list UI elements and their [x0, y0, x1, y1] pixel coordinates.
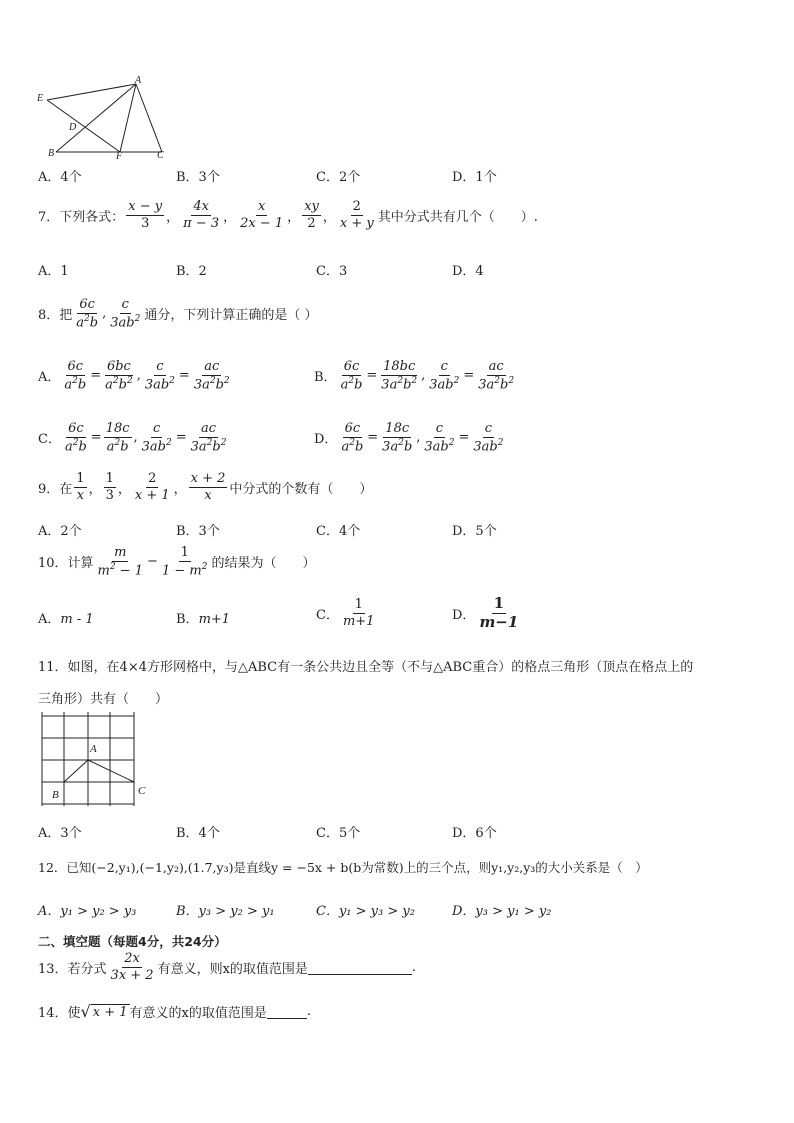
label-D: D: [69, 122, 77, 133]
q7-option-c[interactable]: C．3: [316, 264, 348, 279]
q9-question: 9．在 $\frac{1}{x}$ ， $\frac{1}{3}$ ， $\frac{2}{x + 1}$ ， $\frac{x + 2}{x}$ 中分式的个数有（ ）: [38, 471, 373, 503]
q10-option-d[interactable]: D． $\frac{1}{m-1}$: [452, 594, 519, 631]
q11-option-d[interactable]: D．6个: [452, 826, 497, 841]
q8-question: 8．把 $\frac{6c}{a^2b}$ , $\frac{c}{3ab^2}$ 通分，下列计算正确的是（ ）: [38, 297, 318, 330]
q10-question: 10．计算 $\frac{m}{m^2 - 1}$ − $\frac{1}{1 - m^2}$ 的结果为（ ）: [38, 545, 316, 578]
q11-option-a[interactable]: A．3个: [38, 826, 82, 841]
section-heading: 二、填空题（每题4分，共24分）: [38, 934, 227, 949]
q12-option-d[interactable]: D．y₃ > y₁ > y₂: [452, 904, 552, 919]
q11-grid-figure: [38, 712, 158, 812]
q9-option-c[interactable]: C．4个: [316, 524, 361, 539]
q12-option-b[interactable]: B．y₃ > y₂ > y₁: [176, 904, 275, 919]
q8-prefix: 8．把: [38, 308, 73, 324]
label-E: E: [37, 93, 44, 104]
q7-frac-5: $\frac{2}{x + y}$: [339, 199, 374, 231]
q12-question: 12．已知(−2,y₁),(−1,y₂),(1.7,y₃)是直线y = −5x + b(b为常数)上的三个点，则y₁,y₂,y₃的大小关系是（ ）: [38, 860, 648, 875]
q7-suffix: 其中分式共有几个（ ）.: [377, 209, 538, 225]
q7-frac-4: $\frac{xy}{2}$: [304, 199, 319, 231]
q7-prefix: 7．下列各式：: [38, 209, 125, 225]
q6-triangle-figure: [34, 74, 174, 164]
q9-option-d[interactable]: D．5个: [452, 524, 497, 539]
q7-frac-3: $\frac{x}{2x - 1}$: [240, 199, 284, 231]
q11-line2: 三角形）共有（ ）: [38, 692, 169, 707]
label-A: A: [135, 75, 142, 86]
q10-option-a[interactable]: A．m - 1: [38, 612, 94, 627]
label-B: B: [52, 789, 59, 801]
q8-suffix: 通分，下列计算正确的是（ ）: [144, 308, 318, 324]
q8-option-a[interactable]: A． $\frac{6c}{a^2b}$ = $\frac{6bc}{a^2b^2}$ , $\frac{c}{3ab^2}$ = $\frac{ac}{3a^2b^2}$: [38, 359, 230, 392]
label-C: C: [138, 785, 146, 797]
q11-option-b[interactable]: B．4个: [176, 826, 220, 841]
q6-option-b[interactable]: B．3个: [176, 170, 220, 185]
q13-answer-blank[interactable]: [308, 960, 412, 975]
q14-answer-blank[interactable]: [267, 1004, 307, 1019]
q7-option-b[interactable]: B．2: [176, 264, 207, 279]
q6-option-c[interactable]: C．2个: [316, 170, 361, 185]
q14-question: 14．使 √ x + 1 有意义的x的取值范围是 .: [38, 1002, 311, 1021]
q7-question: 7．下列各式： $\frac{x - y}{3}$ ， $\frac{4x}{\pi - 3}$ ， $\frac{x}{2x - 1}$ ， $\frac{xy}{2}$ ， $\frac{2}{x + y}$ 其中分式共有几个（ ）.: [38, 199, 538, 231]
q11-line1: 11．如图，在4×4方形网格中，与△ABC有一条公共边且全等（不与△ABC重合）的格点三角形（顶点在格点上的: [38, 660, 694, 675]
q12-option-c[interactable]: C．y₁ > y₃ > y₂: [316, 904, 415, 919]
q6-option-a[interactable]: A．4个: [38, 170, 82, 185]
q10-option-c[interactable]: C． $\frac{1}{m+1}$: [316, 597, 375, 629]
label-B: B: [48, 148, 55, 159]
label-C: C: [157, 150, 164, 161]
q6-option-d[interactable]: D．1个: [452, 170, 497, 185]
q12-option-a[interactable]: A．y₁ > y₂ > y₃: [38, 904, 137, 919]
q11-option-c[interactable]: C．5个: [316, 826, 361, 841]
label-F: F: [116, 151, 123, 162]
q8-option-d[interactable]: D． $\frac{6c}{a^2b}$ = $\frac{18c}{3a^2b}$ , $\frac{c}{3ab^2}$ = $\frac{c}{3ab^2}$: [314, 421, 504, 454]
q8-option-c[interactable]: C． $\frac{6c}{a^2b}$ = $\frac{18c}{a^2b}$ , $\frac{c}{3ab^2}$ = $\frac{ac}{3a^2b^2}$: [38, 421, 227, 454]
q13-question: 13．若分式 $\frac{2x}{3x + 2}$ 有意义，则x的取值范围是 .: [38, 951, 417, 983]
q9-option-a[interactable]: A．2个: [38, 524, 82, 539]
q7-frac-1: $\frac{x - y}{3}$: [128, 199, 163, 231]
q8-option-b[interactable]: B． $\frac{6c}{a^2b}$ = $\frac{18bc}{3a^2b^2}$ , $\frac{c}{3ab^2}$ = $\frac{ac}{3a^2b^2}$: [314, 359, 515, 392]
label-A: A: [90, 743, 97, 755]
q7-option-a[interactable]: A．1: [38, 264, 69, 279]
q7-option-d[interactable]: D．4: [452, 264, 484, 279]
q10-option-b[interactable]: B．m+1: [176, 612, 231, 627]
q7-frac-2: $\frac{4x}{\pi - 3}$: [183, 199, 220, 231]
q9-option-b[interactable]: B．3个: [176, 524, 220, 539]
